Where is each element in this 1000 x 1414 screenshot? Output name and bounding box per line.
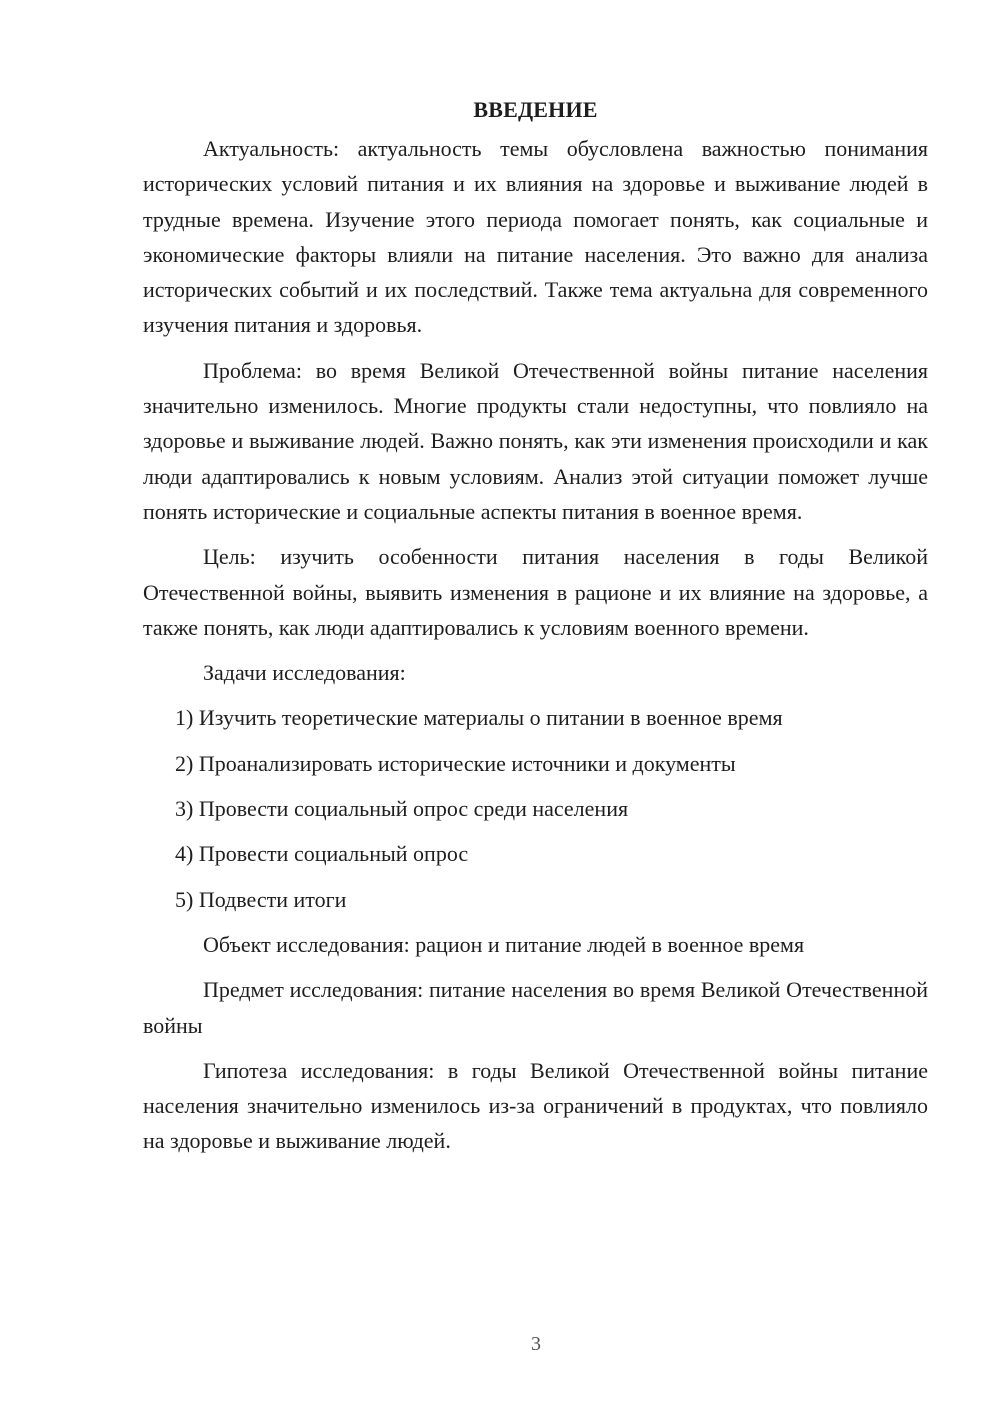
- relevance-paragraph: Актуальность: актуальность темы обусловлена важностью понимания исторических условий питания и их влияния на здоровье и выживание людей в трудные времена. Изучение этого периода помогает понять, как социальные и экономические факторы влияли на питание населения. Это важно для анализа исторических событий и их последствий. Также тема актуальна для современного изучения питания и здоровья.: [143, 136, 928, 338]
- tasks-list: [143, 700, 928, 916]
- hypothesis-paragraph: Гипотеза исследования: в годы Великой Отечественной войны питание населения значительно изменилось из-за ограничений в продуктах, что повлияло на здоровье и выживание людей.: [143, 1057, 928, 1154]
- list-item: 1) Изучить теоретические материалы о питании в военное время: [175, 705, 783, 731]
- list-item: 5) Подвести итоги: [175, 886, 347, 912]
- page-heading: ВВЕДЕНИЕ: [473, 97, 598, 122]
- page-content: [143, 92, 928, 1169]
- goal-paragraph: Цель: изучить особенности питания населения в годы Великой Отечественной войны, выявить изменения в рационе и их влияние на здоровье, а также понять, как люди адаптировались к условиям военного времени.: [143, 544, 928, 640]
- problem-paragraph: Проблема: во время Великой Отечественной войны питание населения значительно изменилось. Многие продукты стали недоступны, что повлияло на здоровье и выживание людей. Важно понять, как эти изменения происходили и как люди адаптировались к новым условиям. Анализ этой ситуации поможет лучше понять исторические и социальные аспекты питания в военное время.: [143, 357, 928, 524]
- subject-paragraph: Предмет исследования: питание населения во время Великой Отечественной войны: [143, 977, 928, 1038]
- object-paragraph: Объект исследования: рацион и питание людей в военное время: [203, 931, 805, 957]
- list-item: 2) Проанализировать исторические источники и документы: [175, 750, 736, 776]
- tasks-heading: Задачи исследования:: [203, 660, 406, 686]
- list-item: 4) Провести социальный опрос: [175, 841, 469, 867]
- page-number: 3: [531, 1333, 541, 1355]
- list-item: 3) Провести социальный опрос среди населения: [175, 796, 629, 822]
